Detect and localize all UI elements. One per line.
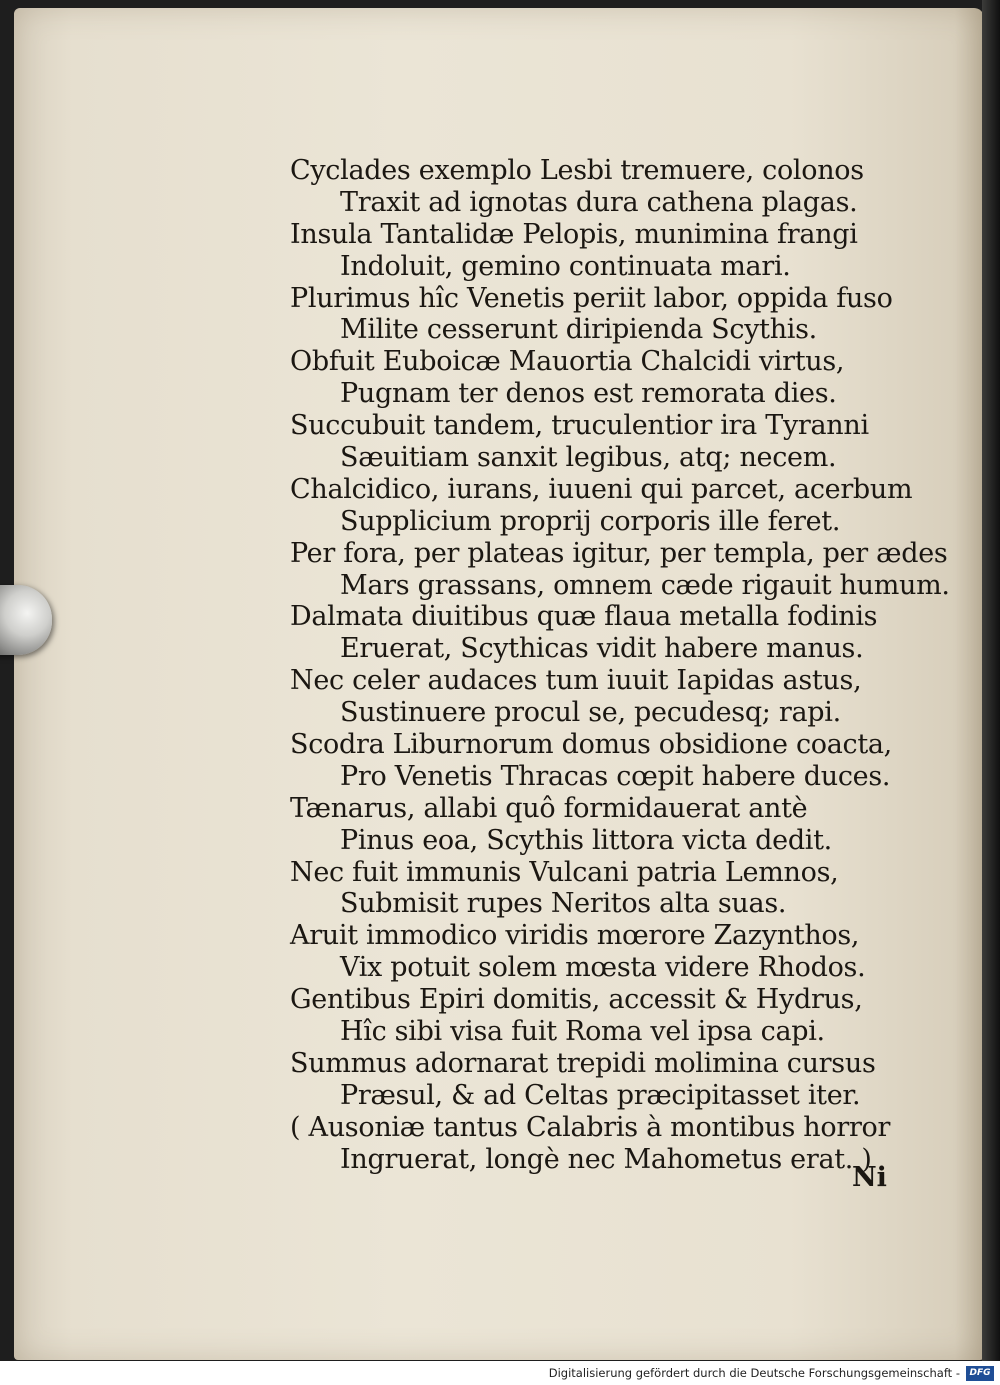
verse-line: Ingruerat, longè nec Mahometus erat. ) [340,1143,872,1175]
verse-line: Dalmata diuitibus quæ flaua metalla fodinis [290,601,878,633]
book-edge [982,0,1000,1385]
verse-line: Nec fuit immunis Vulcani patria Lemnos, [290,856,839,888]
verse-line: ( Ausoniæ tantus Calabris à montibus horror [290,1111,891,1143]
dfg-logo: DFG [966,1366,994,1381]
verse-line: Tænarus, allabi quô formidauerat antè [290,792,808,824]
verse-line: Sæuitiam sanxit legibus, atq; necem. [340,442,837,474]
verse-line: Præsul, & ad Celtas præcipitasset iter. [340,1079,861,1111]
verse-line: Traxit ad ignotas dura cathena plagas. [340,186,858,218]
verse-line: Submisit rupes Neritos alta suas. [340,888,787,920]
verse-text-block [290,155,950,1176]
verse-line: Gentibus Epiri domitis, accessit & Hydrus, [290,984,863,1016]
verse-line: Pro Venetis Thracas cœpit habere duces. [340,760,891,792]
verse-line: Succubuit tandem, truculentior ira Tyranni [290,410,869,442]
verse-line: Milite cesserunt diripienda Scythis. [340,314,817,346]
verse-line: Pinus eoa, Scythis littora victa dedit. [340,824,832,856]
verse-line: Chalcidico, iurans, iuueni qui parcet, acerbum [290,473,913,505]
verse-line: Aruit immodico viridis mœrore Zazynthos, [290,920,860,952]
verse-line: Mars grassans, omnem cæde rigauit humum. [340,569,950,601]
verse-line: Supplicium proprij corporis ille feret. [340,505,841,537]
verse-line: Insula Tantalidæ Pelopis, munimina frangi [290,218,858,250]
verse-line: Sustinuere procul se, pecudesq; rapi. [340,697,841,729]
verse-line: Scodra Liburnorum domus obsidione coacta, [290,729,892,761]
catchword: Ni [852,1162,887,1193]
verse-line: Cyclades exemplo Lesbi tremuere, colonos [290,155,864,186]
verse-line: Hîc sibi visa fuit Roma vel ipsa capi. [340,1016,825,1048]
verse-line: Summus adornarat trepidi molimina cursus [290,1047,876,1079]
verse-line: Indoluit, gemino continuata mari. [340,250,791,282]
footer-bar [0,1361,1000,1385]
verse-line: Obfuit Euboicæ Mauortia Chalcidi virtus, [290,346,845,378]
verse-line: Plurimus hîc Venetis periit labor, oppida fuso [290,282,893,314]
funding-credit: Digitalisierung gefördert durch die Deutsche Forschungsgemeinschaft - [548,1366,960,1380]
verse-line: Pugnam ter denos est remorata dies. [340,378,837,410]
verse-line: Nec celer audaces tum iuuit Iapidas astus, [290,665,862,697]
verse-line: Vix potuit solem mœsta videre Rhodos. [340,952,866,984]
verse-line: Eruerat, Scythicas vidit habere manus. [340,633,864,665]
verse-line: Per fora, per plateas igitur, per templa, per ædes [290,537,948,569]
